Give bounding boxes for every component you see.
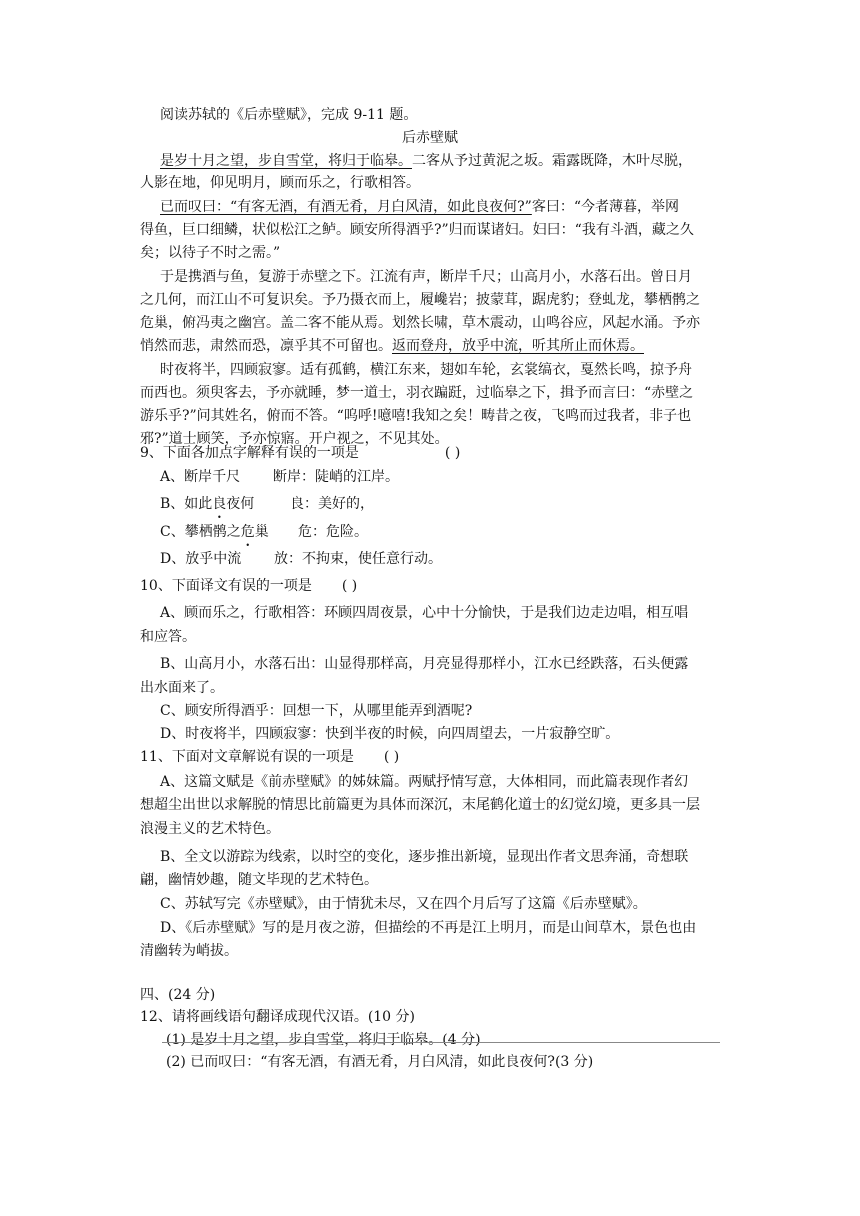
question-9-option-d: D、放乎中流 放：不拘束，使任意行动。 (160, 551, 442, 567)
underlined-sentence-2: 已而叹曰：“有客无酒，有酒无肴，月白风清，如此良夜何?” (160, 199, 532, 215)
question-9-option-c: C、攀栖鹘之危巢 危：危险。 (160, 524, 368, 540)
question-11-option-c: C、苏轼写完《赤壁赋》，由于情犹未尽，又在四个月后写了这篇《后赤壁赋》。 (160, 896, 647, 912)
passage-line: 得鱼，巨口细鳞，状似松江之鲈。顾安所得酒乎?”归而谋诸妇。妇曰：“我有斗酒，藏之久 (140, 222, 694, 238)
passage-line: 邪?”道士顾笑，予亦惊寤。开户视之，不见其处。 (140, 431, 449, 447)
question-11-stem: 11、下面对文章解说有误的一项是 ( ) (140, 749, 400, 765)
answer-blank: ( ) (383, 749, 400, 765)
question-11-option-a-cont: 浪漫主义的艺术特色。 (140, 821, 280, 837)
question-10-option-a-cont: 和应答。 (140, 629, 196, 645)
question-11-option-d-cont: 清幽转为峭拔。 (140, 943, 238, 959)
question-12-item-2: (2) 已而叹曰：“有客无酒，有酒无肴，月白风清，如此良夜何?(3 分) (166, 1054, 594, 1070)
question-12-item-1: (1) 是岁十月之望，步自雪堂，将归于临皋。(4 分) (166, 1032, 481, 1048)
section-heading: 四、(24 分) (140, 987, 216, 1003)
answer-blank: ( ) (444, 445, 461, 461)
answer-line (162, 1042, 720, 1043)
underlined-sentence-1: 是岁十月之望，步自雪堂，将归于临皋。 (160, 153, 412, 169)
passage-line: 于是携酒与鱼，复游于赤壁之下。江流有声，断岸千尺；山高月小，水落石出。曾日月 (160, 269, 692, 285)
question-10-option-a: A、顾而乐之，行歌相答：环顾四周夜景，心中十分愉快，于是我们边走边唱，相互唱 (160, 605, 689, 621)
passage-line: 时夜将半，四顾寂寥。适有孤鹤，横江东来，翅如车轮，玄裳缟衣，戛然长鸣，掠予舟 (160, 362, 692, 378)
reading-intro: 阅读苏轼的《后赤壁赋》，完成 9-11 题。 (160, 107, 418, 123)
answer-blank: ( ) (341, 578, 358, 594)
question-10-option-c: C、顾安所得酒乎：回想一下，从哪里能弄到酒呢? (160, 703, 473, 719)
question-11-option-a-cont: 想超尘出世以求解脱的情思比前篇更为具体而深沉，末尾鹤化道士的幻觉幻境，更多具一层 (140, 797, 700, 813)
question-11-option-b: B、全文以游踪为线索，以时空的变化，逐步推出新境，显现出作者文思奔涌，奇想联 (160, 849, 689, 865)
passage-line: 悄然而悲，肃然而恐，凛乎其不可留也。返而登舟，放乎中流，听其所止而休焉。 (140, 338, 644, 354)
question-9-option-a: A、断岸千尺 断岸：陡峭的江岸。 (160, 469, 399, 485)
passage-line: 人影在地，仰见明月，顾而乐之，行歌相答。 (140, 175, 420, 191)
dotted-character: 危 (240, 524, 255, 540)
question-10-option-d: D、时夜将半，四顾寂寥：快到半夜的时候，向四周望去，一片寂静空旷。 (160, 726, 620, 742)
question-10-option-b-cont: 出水面来了。 (140, 680, 224, 696)
dotted-character: 良 (212, 496, 227, 512)
passage-line: 矣；以待子不时之需。” (140, 245, 281, 261)
question-11-option-d: D、《后赤壁赋》写的是月夜之游，但描绘的不再是江上明月，而是山间草木，景色也由 (160, 920, 697, 936)
passage-line: 而西也。须臾客去，予亦就睡，梦一道士，羽衣蹁跹，过临皋之下，揖予而言曰：“赤壁之 (140, 385, 694, 401)
question-10-option-b: B、山高月小，水落石出：山显得那样高，月亮显得那样小，江水已经跌落，石头便露 (160, 656, 689, 672)
passage-line: 已而叹曰：“有客无酒，有酒无肴，月白风清，如此良夜何?”客曰：“今者薄暮，举网 (160, 199, 679, 215)
passage-line: 危巢，俯冯夷之幽宫。盖二客不能从焉。划然长啸，草木震动，山鸣谷应，风起水涌。予亦 (140, 315, 700, 331)
passage-line: 是岁十月之望，步自雪堂，将归于临皋。二客从予过黄泥之坂。霜露既降，木叶尽脱， (160, 153, 692, 169)
passage-line: 之几何，而江山不可复识矣。予乃摄衣而上，履巉岩；披蒙茸，踞虎豹；登虬龙，攀栖鹘之 (140, 292, 700, 308)
question-10-stem: 10、下面译文有误的一项是 ( ) (140, 578, 358, 594)
question-9-option-b: B、如此良夜何 良：美好的， (160, 496, 374, 512)
passage-title: 后赤壁赋 (402, 130, 458, 146)
underlined-sentence-3: 返而登舟，放乎中流，听其所止而休焉。 (392, 338, 644, 354)
question-11-option-a: A、这篇文赋是《前赤壁赋》的姊妹篇。两赋抒情写意，大体相同，而此篇表现作者幻 (160, 774, 689, 790)
question-11-option-b-cont: 翩，幽情妙趣，随文毕现的艺术特色。 (140, 872, 378, 888)
question-12-stem: 12、请将画线语句翻译成现代汉语。(10 分) (140, 1009, 416, 1025)
passage-line: 游乐乎?”问其姓名，俯而不答。“呜呼!噫嘻!我知之矣！畴昔之夜，飞鸣而过我者，非子也 (140, 408, 692, 424)
question-9-stem: 9、下面各加点字解释有误的一项是 ( ) (140, 445, 461, 461)
